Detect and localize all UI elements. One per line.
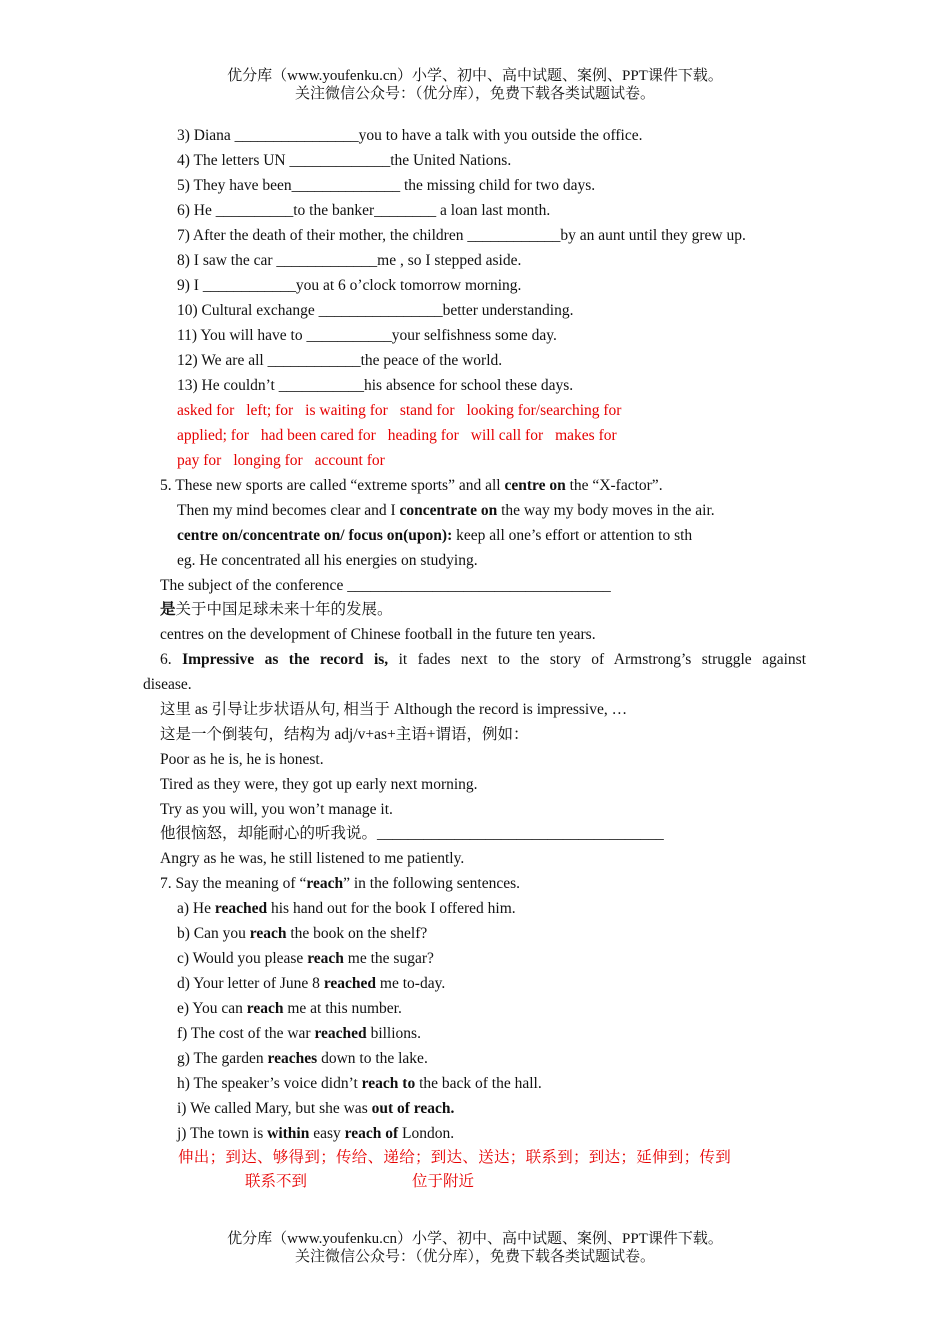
- reach-sentence: [177, 949, 434, 969]
- highlight-word: reaches: [267, 1050, 318, 1067]
- exercise-item: 7) After the death of their mother, the children ____________by an aunt until they grew up.: [177, 227, 746, 244]
- section-5-example: [177, 501, 715, 521]
- highlight-word: within: [267, 1125, 310, 1142]
- highlight-word: reach to: [361, 1075, 416, 1092]
- text: me at this number.: [283, 1000, 402, 1017]
- reach-sentence: [177, 899, 516, 919]
- text: j) The town is: [177, 1125, 268, 1142]
- reach-sentence: [177, 974, 445, 994]
- highlight-word: reach: [249, 925, 287, 942]
- highlight-phrase: centre on: [504, 477, 566, 494]
- text: i) We called Mary, but she was: [177, 1100, 372, 1117]
- exercise-item: 10) Cultural exchange ________________better understanding.: [177, 302, 574, 319]
- section-6-title: [160, 650, 806, 670]
- exercise-item: 6) He __________to the banker________ a loan last month.: [177, 202, 551, 219]
- text: b) Can you: [177, 925, 250, 942]
- text: the back of the hall.: [415, 1075, 542, 1092]
- answer-item: looking for/searching for: [466, 402, 622, 419]
- section-6-example: Try as you will, you won’t manage it.: [160, 801, 393, 818]
- section-5-title: [160, 476, 663, 496]
- reach-sentence: [177, 999, 402, 1019]
- answer-item: pay for: [177, 452, 222, 469]
- exercise-item: 3) Diana ________________you to have a talk with you outside the office.: [177, 127, 643, 144]
- section-5-exercise: The subject of the conference __________________________________: [160, 577, 611, 594]
- reach-meanings-answer: 伸出；到达、够得到；传给、递给；到达、送达；联系到；到达；延伸到；传到: [178, 1149, 732, 1166]
- text: h) The speaker’s voice didn’t: [177, 1075, 362, 1092]
- definition-term: centre on/concentrate on/ focus on(upon):: [177, 527, 453, 544]
- text: it fades next to the story of Armstrong’s struggle against: [388, 651, 807, 668]
- section-6-title-cont: disease.: [143, 676, 192, 693]
- highlight-word: reach: [246, 1000, 284, 1017]
- section-6-example: Poor as he is, he is honest.: [160, 751, 324, 768]
- page-footer-line-1: 优分库（www.youfenku.cn）小学、初中、高中试题、案例、PPT课件下载。: [227, 1231, 723, 1247]
- exercise-item: 8) I saw the car _____________me , so I stepped aside.: [177, 252, 522, 269]
- text: e) You can: [177, 1000, 247, 1017]
- highlight-word: reach: [307, 950, 344, 967]
- exercise-item: 13) He couldn’t ___________his absence for school these days.: [177, 377, 574, 394]
- reach-sentence: [177, 1074, 542, 1094]
- section-5-definition: [177, 526, 692, 546]
- reach-sentence: [177, 1049, 428, 1069]
- answer-item: heading for: [387, 427, 459, 444]
- text: London.: [398, 1125, 455, 1142]
- text: Then my mind becomes clear and I: [177, 502, 400, 519]
- text: c) Would you please: [177, 950, 308, 967]
- reach-meaning-answer: 位于附近: [412, 1173, 475, 1190]
- answer-item: left; for: [246, 402, 294, 419]
- text: 5. These new sports are called “extreme sports” and all: [160, 477, 505, 494]
- answer-item: stand for: [399, 402, 455, 419]
- answer-item: asked for: [177, 402, 235, 419]
- highlight-phrase: concentrate on: [399, 502, 498, 519]
- section-6-exercise: 他很恼怒，却能耐心的听我说。_____________________________________: [160, 825, 664, 842]
- text: 是: [160, 601, 176, 618]
- answer-item: will call for: [470, 427, 544, 444]
- answer-item: applied; for: [177, 427, 249, 444]
- answer-item: account for: [314, 452, 385, 469]
- section-6-example: Tired as they were, they got up early next morning.: [160, 776, 478, 793]
- text: the “X-factor”.: [565, 477, 663, 494]
- text: f) The cost of the war: [177, 1025, 315, 1042]
- section-7-title: [160, 874, 520, 894]
- section-5-eg: eg. He concentrated all his energies on studying.: [177, 552, 478, 569]
- section-6-note: 这是一个倒装句，结构为 adj/v+as+主语+谓语，例如：: [160, 726, 529, 743]
- answer-item: longing for: [233, 452, 303, 469]
- page-footer-line-2: 关注微信公众号：（优分库），免费下载各类试题试卷。: [294, 1249, 655, 1265]
- highlight-word: reach of: [344, 1125, 399, 1142]
- answer-key-row-2: [177, 426, 629, 446]
- highlight-phrase: Impressive as the record is,: [182, 651, 389, 668]
- definition-text: keep all one’s effort or attention to sth: [452, 527, 693, 544]
- text: 6.: [160, 651, 183, 668]
- page-header-line-2: 关注微信公众号：（优分库），免费下载各类试题试卷。: [294, 86, 655, 102]
- answer-key-row-3: [177, 451, 397, 471]
- section-5-answer: centres on the development of Chinese football in the future ten years.: [160, 626, 596, 643]
- section-6-note: 这里 as 引导让步状语从句, 相当于 Although the record is impressive, …: [160, 701, 628, 718]
- reach-sentence: [177, 1124, 454, 1144]
- reach-sentence: [177, 1099, 454, 1119]
- text: a) He: [177, 900, 215, 917]
- reach-sentence: [177, 924, 427, 944]
- reach-meaning-answer: 联系不到: [245, 1173, 308, 1190]
- text: the way my body moves in the air.: [497, 502, 715, 519]
- section-6-answer: Angry as he was, he still listened to me patiently.: [160, 850, 465, 867]
- text: 7. Say the meaning of “: [160, 875, 307, 892]
- text: easy: [309, 1125, 345, 1142]
- highlight-word: out of reach.: [371, 1100, 455, 1117]
- exercise-item: 9) I ____________you at 6 o’clock tomorrow morning.: [177, 277, 522, 294]
- answer-item: is waiting for: [305, 402, 388, 419]
- section-5-chinese: [160, 600, 393, 620]
- text: his hand out for the book I offered him.: [267, 900, 516, 917]
- answer-item: had been cared for: [260, 427, 376, 444]
- text: me the sugar?: [343, 950, 434, 967]
- exercise-item: 11) You will have to ___________your selfishness some day.: [177, 327, 557, 344]
- text: ” in the following sentences.: [343, 875, 521, 892]
- answer-key-row-1: [177, 401, 633, 421]
- text: billions.: [366, 1025, 421, 1042]
- text: d) Your letter of June 8: [177, 975, 324, 992]
- page-header-line-1: 优分库（www.youfenku.cn）小学、初中、高中试题、案例、PPT课件下载。: [227, 68, 723, 84]
- highlight-word: reached: [314, 1025, 367, 1042]
- text: me to-day.: [376, 975, 446, 992]
- highlight-word: reached: [323, 975, 377, 992]
- exercise-item: 4) The letters UN _____________the United Nations.: [177, 152, 512, 169]
- reach-sentence: [177, 1024, 421, 1044]
- answer-item: makes for: [555, 427, 617, 444]
- highlight-word: reached: [214, 900, 268, 917]
- text: down to the lake.: [317, 1050, 428, 1067]
- text: g) The garden: [177, 1050, 268, 1067]
- text: the book on the shelf?: [286, 925, 428, 942]
- text: 关于中国足球未来十年的发展。: [175, 601, 393, 618]
- exercise-item: 5) They have been______________ the missing child for two days.: [177, 177, 596, 194]
- exercise-item: 12) We are all ____________the peace of the world.: [177, 352, 503, 369]
- highlight-word: reach: [306, 875, 344, 892]
